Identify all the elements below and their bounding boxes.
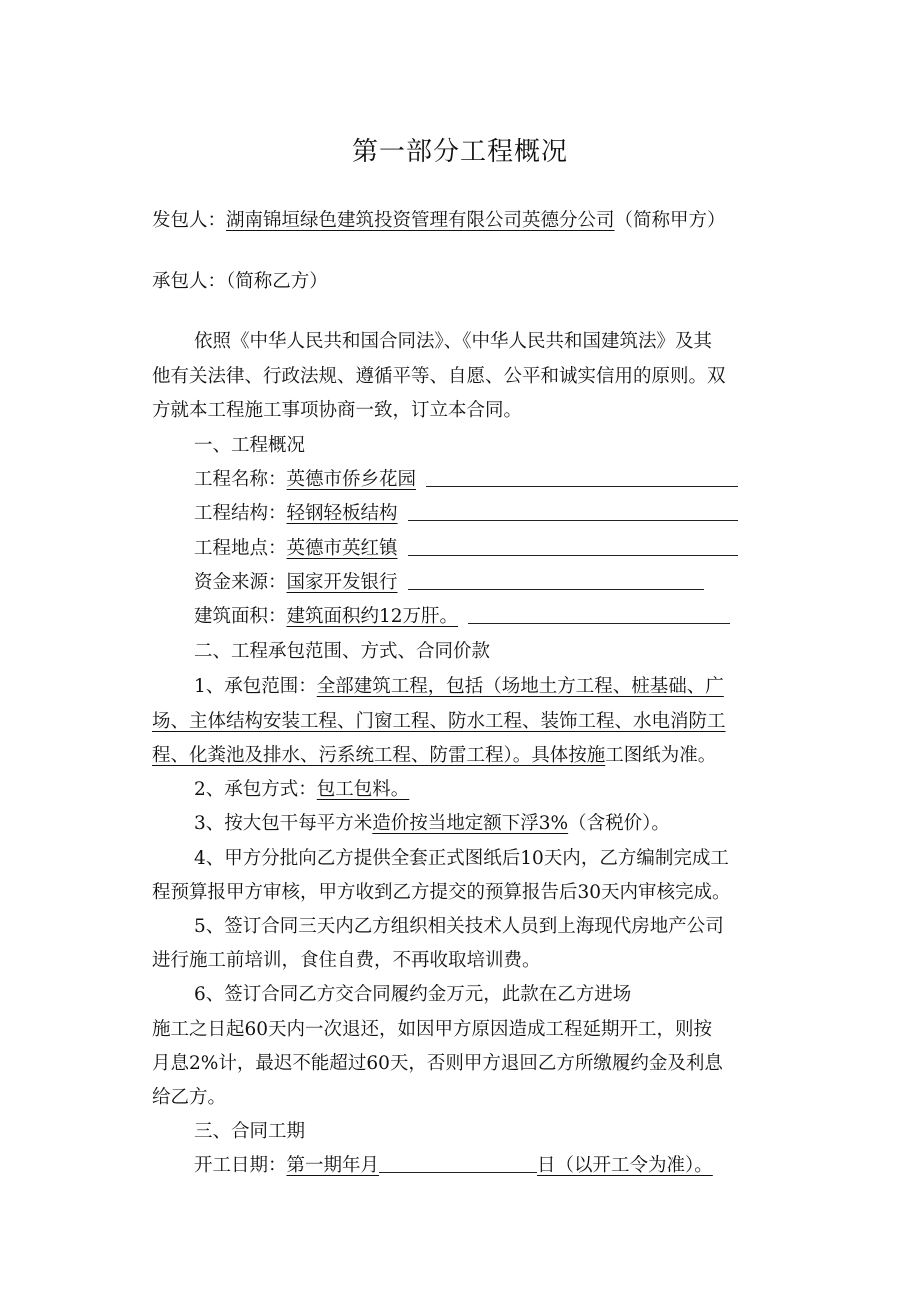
- item2-prefix: 2、承包方式：: [194, 779, 317, 800]
- field-location: [194, 534, 738, 560]
- item1-prefix: 1、承包范围：: [194, 676, 317, 697]
- item6-line-3: 月息2%计，最迟不能超过60天，否则甲方退回乙方所缴履约金及利息: [152, 1053, 723, 1074]
- item1-line-2: [152, 707, 726, 733]
- fill-blank: [379, 1171, 537, 1173]
- preamble-line-2: 他有关法律、行政法规、遵循平等、自愿、公平和诚实信用的原则。双: [152, 366, 726, 387]
- item3-suffix: （含税价）。: [568, 813, 670, 834]
- item3-line: [194, 809, 670, 835]
- field-value: 英德市英红镇: [286, 538, 398, 559]
- fill-blank: [426, 485, 738, 487]
- field-funding: [194, 568, 704, 594]
- section3-heading: 三、合同工期: [194, 1121, 306, 1142]
- item1-line-3: [152, 741, 716, 767]
- item5-line-1: 5、签订合同三天内乙方组织相关技术人员到上海现代房地产公司: [194, 916, 724, 937]
- item1-text: 场、主体结构安装工程、门窗工程、防水工程、装饰工程、水电消防工: [152, 711, 726, 732]
- item2-value: 包工包料。: [316, 779, 410, 800]
- section1-heading: 一、工程概况: [194, 435, 306, 456]
- start-date-value: 日（以开工令为准）。: [537, 1155, 713, 1176]
- field-area: [194, 602, 730, 628]
- fill-blank: [468, 622, 730, 624]
- item4-line-1: 4、甲方分批向乙方提供全套正式图纸后10天内，乙方编制完成工: [194, 848, 729, 869]
- field-value: 国家开发银行: [286, 572, 398, 593]
- employer-line: [152, 206, 726, 232]
- item1-text: 程、化粪池及排水、污系统工程、防雷工程）。具体按施: [152, 745, 606, 766]
- field-value: 轻钢轻板结构: [286, 503, 398, 524]
- field-label: 资金来源：: [194, 572, 287, 593]
- field-label: 工程结构：: [194, 503, 287, 524]
- item6-line-1: 6、签订合同乙方交合同履约金万元，此款在乙方进场: [194, 984, 632, 1005]
- field-structure: [194, 499, 738, 525]
- section2-heading: 二、工程承包范围、方式、合同价款: [194, 641, 491, 662]
- start-date-label: 开工日期：: [194, 1155, 287, 1176]
- field-project-name: [194, 465, 738, 491]
- employer-name: 湖南锦垣绿色建筑投资管理有限公司英德分公司: [226, 210, 615, 231]
- start-date-value: 第一期年月: [286, 1155, 380, 1176]
- field-label: 工程名称：: [194, 469, 287, 490]
- preamble-line-3: 方就本工程施工事项协商一致，订立本合同。: [152, 400, 523, 421]
- fill-blank: [408, 519, 738, 521]
- item6-line-2: 施工之日起60天内一次退还，如因甲方原因造成工程延期开工，则按: [152, 1019, 713, 1040]
- contractor-line: [152, 267, 328, 293]
- contractor-label: 承包人：: [152, 271, 227, 292]
- employer-label: 发包人：: [152, 210, 227, 231]
- item3-prefix: 3、按大包干每平方米: [194, 813, 373, 834]
- page-title: 第一部分工程概况: [351, 137, 568, 167]
- field-value: 英德市侨乡花园: [286, 469, 417, 490]
- field-label: 建筑面积：: [194, 606, 287, 627]
- item6-line-4: 给乙方。: [152, 1087, 227, 1108]
- item5-line-2: 进行施工前培训，食住自费，不再收取培训费。: [152, 950, 541, 971]
- item4-line-2: 程预算报甲方审核，甲方收到乙方提交的预算报告后30天内审核完成。: [152, 882, 731, 903]
- item1-text: 全部建筑工程，包括（场地土方工程、桩基础、广: [316, 676, 724, 697]
- item2-line: [194, 775, 409, 801]
- fill-blank: [408, 554, 738, 556]
- field-label: 工程地点：: [194, 538, 287, 559]
- item1-tail: 工图纸为准。: [605, 745, 717, 766]
- employer-suffix: （简称甲方）: [614, 210, 726, 231]
- field-value: 建筑面积约12万肝。: [286, 606, 459, 627]
- start-date-line: [194, 1151, 713, 1177]
- contractor-suffix: （简称乙方）: [226, 271, 328, 292]
- preamble-line-1: 依照《中华人民共和国合同法》、《中华人民共和国建筑法》及其: [194, 331, 713, 352]
- item1-line-1: [194, 672, 724, 698]
- item3-value: 造价按当地定额下浮3%: [372, 813, 569, 834]
- fill-blank: [408, 588, 704, 590]
